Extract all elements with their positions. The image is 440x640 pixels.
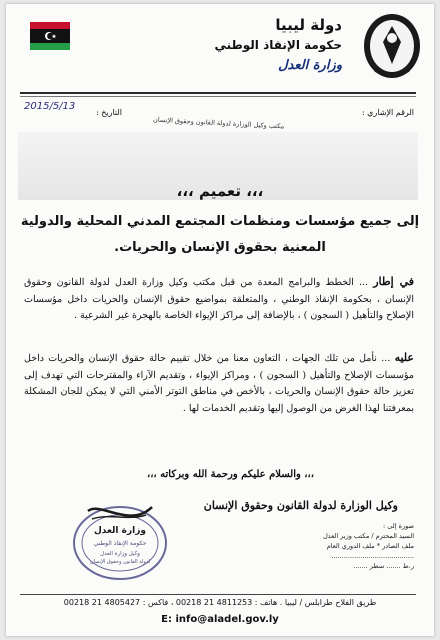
handwritten-note: مكتب وكيل الوزارة لدولة القانون وحقوق الإنسان xyxy=(152,115,285,131)
paragraph-1-text: ... الخطط والبرامج المعدة من قبل مكتب وكيل وزارة العدل لدولة القانون وحقوق الإنسان ، بحكومة الإنقاذ الوطني ، والمتعلقة بمواضيع حقوق الإنسان والحريات داخل مؤسسات الإصلاح والتأهيل ( السجون ) ، بالإضافة إلى مراكز الإيواء الخاصة بالهجرة غير الشرعية . xyxy=(24,277,414,321)
cc-list xyxy=(323,521,414,571)
libya-emblem-icon xyxy=(361,12,423,84)
closing-greeting: ،،، والسلام عليكم ورحمة الله وبركاته ،،، xyxy=(146,469,314,480)
letter-page xyxy=(6,4,434,636)
paragraph-2-lead: عليه xyxy=(394,351,414,364)
cc-item: السيد المحترم / مكتب وزير العدل xyxy=(323,532,414,540)
header-rule-thick xyxy=(20,92,416,94)
official-stamp xyxy=(70,499,170,583)
libya-flag-icon xyxy=(30,22,70,50)
addressee-line-1: إلى جميع مؤسسات ومنظمات المجتمع المدني المحلية والدولية xyxy=(20,214,420,229)
footer-address: طريق الفلاح طرابلس / ليبيا . هاتف : 4811253 21 00218 ، فاكس : 4805427 21 00218 xyxy=(63,598,377,607)
government-name: حكومة الإنقاذ الوطني xyxy=(214,38,342,52)
paragraph-2-text: ... نأمل من تلك الجهات ، التعاون معنا من خلال تقييم حالة حقوق الإنسان والحريات داخل مؤسسات الإصلاح والتأهيل ( السجون ) ، ومراكز الإيواء ، وتقديم الآراء والمقترحات التي تهدف إلى تعزيز حالة حقوق الإنسان والحريات ، بالأخص في مناطق التوتر الأمني التي لا يمكن للجان المشكلة بمعرفتنا لهذا الغرض من الوصول إليها وتقديم الخدمات لها . xyxy=(24,353,414,414)
header-rule-thin xyxy=(20,96,416,97)
ministry-name: وزارة العدل xyxy=(278,58,342,73)
addressee-line-2: المعنية بحقوق الإنسان والحريات. xyxy=(114,240,326,255)
state-name: دولة ليبيا xyxy=(275,16,342,34)
paragraph-1 xyxy=(24,274,414,325)
cc-item: ملف الصادر * ملف الدوري العام xyxy=(326,542,414,550)
document-title: ،،، تعميم ،،، xyxy=(176,182,264,200)
stamp-line-1: وزارة العدل xyxy=(93,526,147,536)
date-label: التاريخ : xyxy=(96,108,123,117)
cc-item: ........................................ xyxy=(331,552,414,560)
footer-email: E: info@aladel.gov.ly xyxy=(161,614,279,625)
date-value: 2015/5/13 xyxy=(24,101,76,112)
reference-label: الرقم الإشاري : xyxy=(361,108,414,117)
cc-heading: صورة إلى : xyxy=(383,522,414,530)
paragraph-2 xyxy=(24,350,414,417)
footer-rule xyxy=(20,594,416,595)
cc-item: ر.ط ....... سطر ....... xyxy=(353,562,414,570)
stamp-line-2: حكومة الإنقاذ الوطني xyxy=(93,540,147,547)
signatory-title: وكيل الوزارة لدولة القانون وحقوق الإنسان xyxy=(203,499,398,512)
paragraph-1-lead: في إطار xyxy=(373,275,414,288)
stamp-line-3: وكيل وزارة العدل xyxy=(100,551,140,557)
stamp-line-4: لدولة القانون وحقوق الإنسان xyxy=(90,559,150,565)
